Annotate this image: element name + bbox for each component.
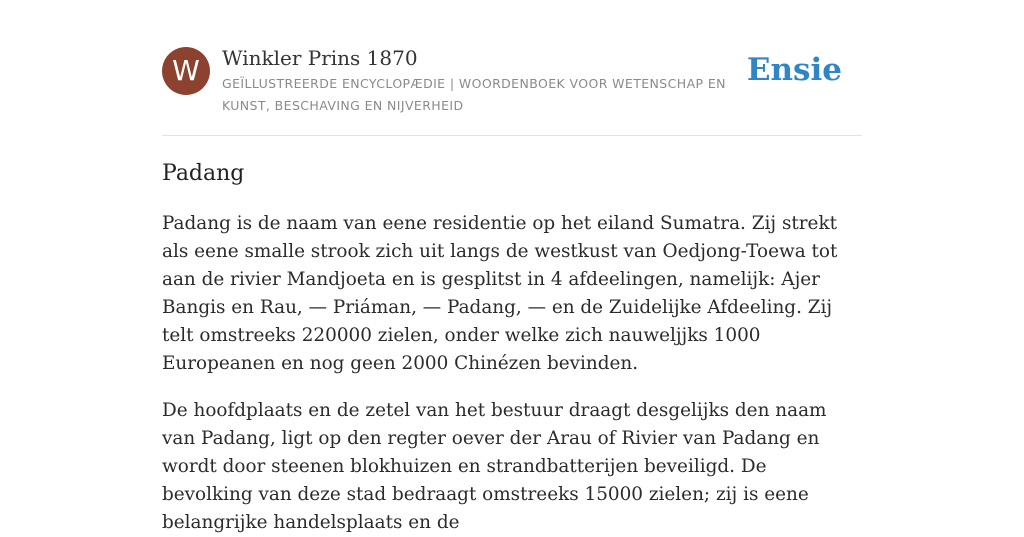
publication-avatar[interactable]: W: [162, 47, 210, 95]
publication-title[interactable]: Winkler Prins 1870: [222, 46, 418, 70]
ensie-logo-link[interactable]: Ensie: [746, 52, 842, 88]
entry-title: Padang: [162, 161, 245, 186]
article-paragraph: Padang is de naam van eene residentie op het eiland Sumatra. Zij strekt als eene smalle strook zich uit langs de westkust van Oedjong-Toewa tot aan de rivier Mandjoeta en is gesplitst in 4 afdeelingen, namelijk: Ajer Bangis en Rau, — Priáman, — Padang, — en de Zuidelijke Afdeeling. Zij telt omstreeks 220000 zielen, onder welke zich nauweljjks 1000 Europeanen en nog geen 2000 Chinézen bevinden.: [162, 213, 838, 374]
header-divider: [162, 135, 862, 136]
article: [162, 158, 862, 537]
publication-header: [162, 44, 862, 120]
article-paragraph: De hoofdplaats en de zetel van het bestuur draagt desgelijks den naam van Padang, ligt op den regter oever der Arau of Rivier van Padang en wordt door steenen blokhuizen en strandbatterijen beveiligd. De bevolking van deze stad bedraagt omstreeks 15000 zielen; zij is eene belangrijke handelsplaats en de: [162, 400, 827, 533]
publication-subtitle: GEÏLLUSTREERDE ENCYCLOPÆDIE | WOORDENBOEK VOOR WETENSCHAP EN KUNST, BESCHAVING EN NIJVERHEID: [222, 76, 726, 113]
